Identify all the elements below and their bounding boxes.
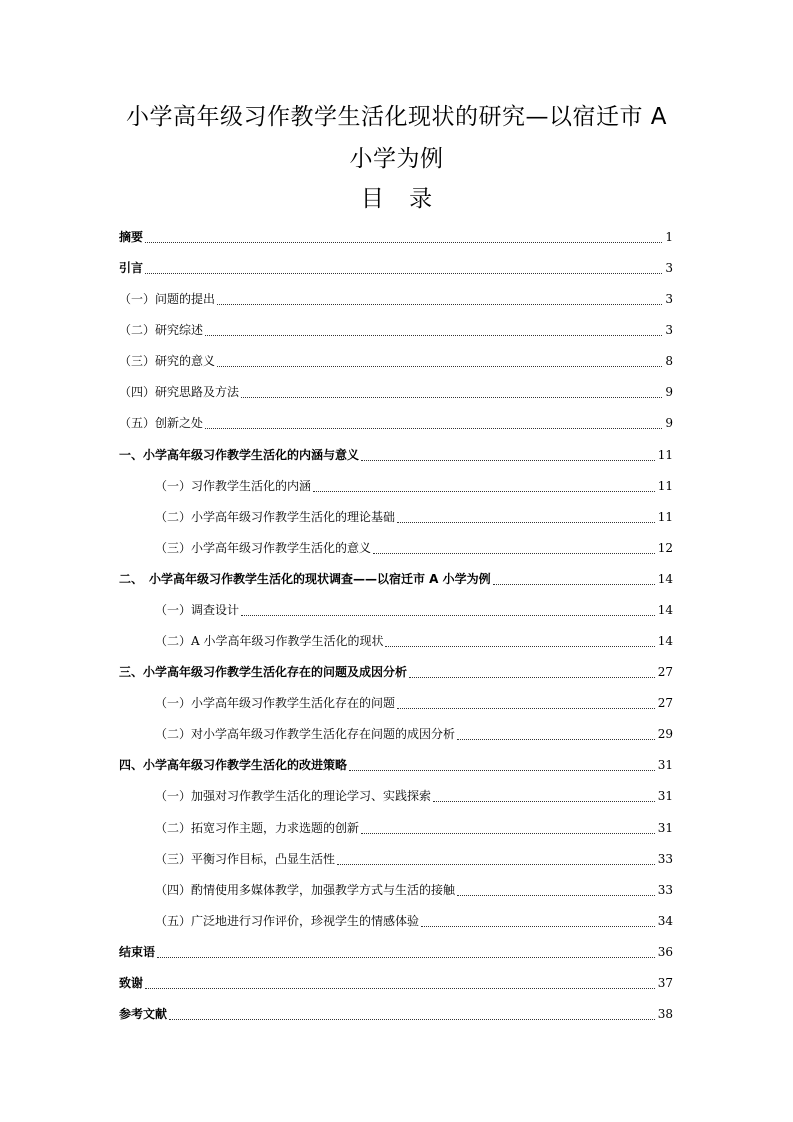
toc-entry[interactable] xyxy=(155,880,673,900)
toc-entry-title: 摘要 xyxy=(119,230,144,244)
toc-entry-title: （二）拓宽习作主题，力求选题的创新 xyxy=(155,820,360,835)
toc-entry-title: （一）小学高年级习作教学生活化存在的问题 xyxy=(155,696,396,711)
document-title: 小学高年级习作教学生活化现状的研究—以宿迁市 A xyxy=(125,104,668,130)
toc-dot-leader xyxy=(145,242,662,243)
toc-entry-title: （一）习作教学生活化的内涵 xyxy=(155,478,312,493)
toc-entry[interactable] xyxy=(155,538,673,558)
toc-entry-title: （五）创新之处 xyxy=(119,416,204,431)
toc-dot-leader xyxy=(493,584,655,585)
toc-dot-leader xyxy=(145,988,655,989)
toc-dot-leader xyxy=(313,491,655,492)
toc-entry-title: 三、小学高年级习作教学生活化存在的问题及成因分析 xyxy=(119,665,408,680)
toc-entry[interactable] xyxy=(155,476,673,496)
toc-entry[interactable] xyxy=(155,693,673,713)
toc-entry-title: （二）小学高年级习作教学生活化的理论基础 xyxy=(155,509,396,524)
toc-dot-leader xyxy=(457,895,655,896)
toc-entry-title: （一）加强对习作教学生活化的理论学习、实践探索 xyxy=(155,789,432,804)
toc-entry[interactable] xyxy=(119,942,673,962)
toc-dot-leader xyxy=(205,428,662,429)
toc-dot-leader xyxy=(145,273,662,274)
toc-entry[interactable] xyxy=(155,911,673,931)
toc-entry-page-number: 38 xyxy=(657,1007,673,1021)
toc-entry-page-number: 11 xyxy=(657,478,673,493)
toc-dot-leader xyxy=(361,833,655,834)
toc-entry-page-number: 3 xyxy=(665,323,673,338)
toc-dot-leader xyxy=(157,957,655,958)
toc-entry-title: （四）研究思路及方法 xyxy=(119,385,240,400)
toc-entry-page-number: 27 xyxy=(657,696,673,711)
toc-entry[interactable] xyxy=(155,600,673,620)
toc-entry-title: 引言 xyxy=(119,261,144,276)
toc-entry-page-number: 31 xyxy=(657,789,673,804)
toc-entry-title: （一）问题的提出 xyxy=(119,292,216,307)
toc-entry-page-number: 14 xyxy=(657,602,673,617)
toc-dot-leader xyxy=(205,335,662,336)
toc-dot-leader xyxy=(373,553,655,554)
toc-entry-title: （三）小学高年级习作教学生活化的意义 xyxy=(155,540,372,555)
toc-entry-title: （三）研究的意义 xyxy=(119,354,216,369)
toc-entry[interactable] xyxy=(119,289,673,309)
toc-entry-page-number: 9 xyxy=(665,416,673,431)
toc-entry-title: 参考文献 xyxy=(119,1007,168,1021)
toc-entry-page-number: 36 xyxy=(657,944,673,959)
toc-dot-leader xyxy=(457,739,655,740)
toc-dot-leader xyxy=(433,801,655,802)
toc-dot-leader xyxy=(217,304,662,305)
toc-entry-page-number: 33 xyxy=(657,851,673,866)
toc-entry[interactable] xyxy=(119,569,673,589)
toc-dot-leader xyxy=(397,708,655,709)
toc-entry-page-number: 14 xyxy=(657,634,673,649)
toc-entry-page-number: 14 xyxy=(657,571,673,586)
toc-entry-title: （五）广泛地进行习作评价，珍视学生的情感体验 xyxy=(155,913,420,928)
document-title-continued: 小学为例 xyxy=(349,146,444,172)
toc-entry[interactable] xyxy=(119,320,673,340)
toc-dot-leader xyxy=(169,1019,655,1020)
toc-entry-page-number: 1 xyxy=(665,230,673,244)
toc-entry-page-number: 11 xyxy=(657,447,673,462)
toc-dot-leader xyxy=(337,864,655,865)
toc-dot-leader xyxy=(421,926,655,927)
toc-entry[interactable] xyxy=(119,662,673,682)
toc-entry[interactable] xyxy=(155,724,673,744)
toc-entry[interactable] xyxy=(155,818,673,838)
toc-entry-title: 结束语 xyxy=(119,944,156,959)
toc-entry-page-number: 12 xyxy=(657,540,673,555)
toc-entry[interactable] xyxy=(155,507,673,527)
toc-entry[interactable] xyxy=(119,1004,673,1024)
toc-entry-title: （二）对小学高年级习作教学生活化存在问题的成因分析 xyxy=(155,727,456,742)
toc-entry-page-number: 33 xyxy=(657,882,673,897)
toc-entry[interactable] xyxy=(119,973,673,993)
toc-entry[interactable] xyxy=(155,786,673,806)
toc-entry-title: 致谢 xyxy=(119,975,144,990)
toc-entry-title: （三）平衡习作目标，凸显生活性 xyxy=(155,851,336,866)
toc-entry[interactable] xyxy=(119,445,673,465)
toc-entry-title: （二）研究综述 xyxy=(119,323,204,338)
toc-dot-leader xyxy=(349,770,655,771)
toc-dot-leader xyxy=(409,677,655,678)
toc-entry[interactable] xyxy=(119,258,673,278)
toc-entry-page-number: 9 xyxy=(665,385,673,400)
toc-dot-leader xyxy=(241,615,655,616)
toc-entry-title: （四）酌情使用多媒体教学，加强教学方式与生活的接触 xyxy=(155,882,456,897)
toc-entry-page-number: 31 xyxy=(657,820,673,835)
toc-entry-page-number: 11 xyxy=(657,509,673,524)
toc-entry-page-number: 34 xyxy=(657,913,673,928)
toc-dot-leader xyxy=(385,646,654,647)
toc-entry[interactable] xyxy=(119,351,673,371)
toc-entry-page-number: 8 xyxy=(665,354,673,369)
toc-entry[interactable] xyxy=(155,849,673,869)
toc-entry[interactable] xyxy=(155,631,673,651)
toc-entry-title: 四、小学高年级习作教学生活化的改进策略 xyxy=(119,758,348,773)
toc-entry-page-number: 37 xyxy=(657,975,673,990)
toc-entry-page-number: 29 xyxy=(657,727,673,742)
toc-heading: 目 录 xyxy=(360,186,433,212)
toc-entry-page-number: 31 xyxy=(657,758,673,773)
toc-entry[interactable] xyxy=(119,382,673,402)
toc-dot-leader xyxy=(217,366,662,367)
toc-dot-leader xyxy=(241,397,662,398)
toc-entry[interactable] xyxy=(119,413,673,433)
toc-entry-title: 一、小学高年级习作教学生活化的内涵与意义 xyxy=(119,447,360,462)
toc-entry-page-number: 3 xyxy=(665,261,673,276)
toc-entry[interactable] xyxy=(119,755,673,775)
toc-entry-page-number: 27 xyxy=(657,665,673,680)
toc-entry-title: （一）调查设计 xyxy=(155,602,240,617)
toc-dot-leader xyxy=(397,522,655,523)
toc-entry-title: （二）A 小学高年级习作教学生活化的现状 xyxy=(155,634,384,649)
toc-entry[interactable] xyxy=(119,227,673,247)
toc-entry-title: 二、 小学高年级习作教学生活化的现状调查——以宿迁市 A 小学为例 xyxy=(119,571,491,586)
toc-dot-leader xyxy=(361,460,655,461)
toc-entry-page-number: 3 xyxy=(665,292,673,307)
